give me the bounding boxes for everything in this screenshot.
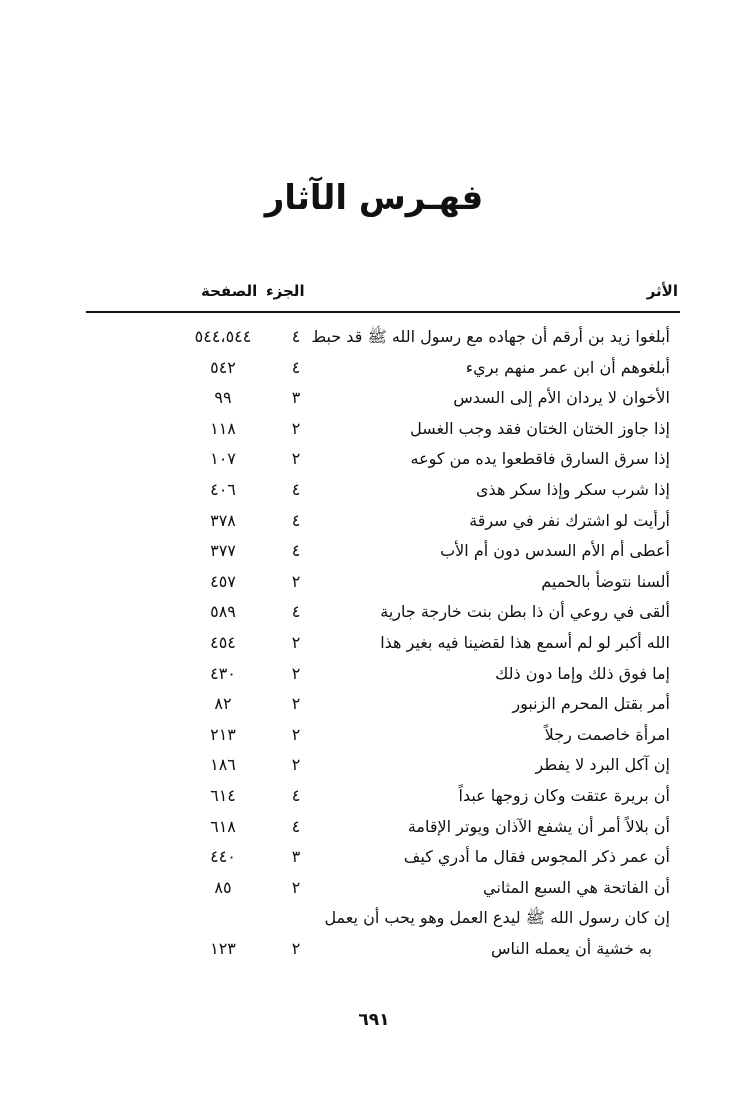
index-row <box>0 536 748 567</box>
page-title: فهـرس الآثار <box>264 178 484 218</box>
athar-text: أمر بقتل المحرم الزنبور <box>512 694 670 714</box>
athar-text: أن بلالاً أمر أن يشفع الآذان ويوتر الإقامة <box>407 816 670 836</box>
index-row <box>0 812 748 843</box>
athar-text: إذا شرب سكر وإذا سكر هذى <box>476 479 670 499</box>
athar-text: به خشية أن يعمله الناس <box>491 938 652 958</box>
juz-number: ٤ <box>291 510 301 530</box>
index-row <box>0 903 748 934</box>
page-reference: ١٨٦ <box>210 755 236 775</box>
athar-text: أعطى أم الأم السدس دون أم الأب <box>440 541 670 561</box>
index-row <box>0 628 748 659</box>
athar-text: أبلغوهم أن ابن عمر منهم بريء <box>465 357 670 377</box>
index-row <box>0 414 748 445</box>
juz-number: ٤ <box>291 785 301 805</box>
index-row <box>0 689 748 720</box>
index-row <box>0 781 748 812</box>
page-reference: ٨٢ <box>214 694 232 714</box>
index-row <box>0 322 748 353</box>
juz-number: ٤ <box>291 816 301 836</box>
athar-text: إذا سرق السارق فاقطعوا يده من كوعه <box>410 449 670 469</box>
header-divider <box>86 311 680 313</box>
index-list <box>0 322 748 964</box>
page-reference: ٥٤٤،٥٤٤ <box>194 327 252 346</box>
page-reference: ٥٨٩ <box>210 602 236 622</box>
athar-text: أبلغوا زيد بن أرقم أن جهاده مع رسول الله ﷺ قد حبط <box>311 327 670 346</box>
juz-number: ٢ <box>291 449 301 469</box>
juz-number: ٤ <box>291 602 301 622</box>
page-reference: ٤٥٧ <box>210 571 236 591</box>
page-reference: ١٠٧ <box>210 449 236 469</box>
page-reference: ٩٩ <box>214 388 232 408</box>
index-row <box>0 475 748 506</box>
index-row <box>0 659 748 690</box>
juz-number: ٢ <box>291 877 301 897</box>
juz-number: ٢ <box>291 938 301 958</box>
athar-text: ألقى في روعي أن ذا بطن بنت خارجة جارية <box>380 602 670 622</box>
index-row <box>0 720 748 751</box>
page-reference: ٣٧٧ <box>210 541 236 561</box>
index-row <box>0 444 748 475</box>
juz-number: ٢ <box>291 694 301 714</box>
athar-text: أن بريرة عتقت وكان زوجها عبداً <box>458 785 670 805</box>
index-row <box>0 383 748 414</box>
juz-number: ٣ <box>291 388 301 408</box>
athar-text: الأخوان لا يردان الأم إلى السدس <box>453 388 670 408</box>
athar-text: إذا جاوز الختان الختان فقد وجب الغسل <box>410 418 670 438</box>
page-reference: ٦١٨ <box>210 816 236 836</box>
index-row <box>0 597 748 628</box>
juz-number: ٢ <box>291 571 301 591</box>
athar-text: إما فوق ذلك وإما دون ذلك <box>495 663 670 683</box>
juz-number: ٢ <box>291 755 301 775</box>
index-row <box>0 934 748 965</box>
juz-number: ٢ <box>291 632 301 652</box>
index-row <box>0 353 748 384</box>
page-reference: ٨٥ <box>214 877 232 897</box>
athar-text: ألسنا نتوضأ بالحميم <box>541 571 670 591</box>
header-juz: الجزء <box>266 282 305 300</box>
athar-text: أن عمر ذكر المجوس فقال ما أدري كيف <box>403 847 670 867</box>
page-reference: ٤٤٠ <box>210 847 236 867</box>
athar-text: إن آكل البرد لا يفطر <box>535 755 670 775</box>
page-reference: ٢١٣ <box>210 724 236 744</box>
juz-number: ٣ <box>291 847 301 867</box>
athar-text: الله أكبر لو لم أسمع هذا لقضينا فيه بغير هذا <box>380 632 670 652</box>
page-reference: ٣٧٨ <box>210 510 236 530</box>
index-row <box>0 842 748 873</box>
page-reference: ٦١٤ <box>210 785 236 805</box>
page-reference: ٥٤٢ <box>210 357 236 377</box>
juz-number: ٤ <box>291 541 301 561</box>
juz-number: ٢ <box>291 418 301 438</box>
juz-number: ٤ <box>291 479 301 499</box>
juz-number: ٢ <box>291 724 301 744</box>
page-reference: ٤٠٦ <box>210 479 236 499</box>
page-reference: ١٢٣ <box>210 938 236 958</box>
athar-text: أرأيت لو اشترك نفر في سرقة <box>469 510 670 530</box>
athar-text: أن الفاتحة هي السبع المثاني <box>483 877 670 897</box>
juz-number: ٢ <box>291 663 301 683</box>
page-reference: ٤٣٠ <box>210 663 236 683</box>
juz-number: ٤ <box>291 327 301 346</box>
index-row <box>0 567 748 598</box>
header-athar: الأثر <box>646 282 678 300</box>
page-reference: ١١٨ <box>210 418 236 438</box>
athar-text: امرأة خاصمت رجلاً <box>544 724 670 744</box>
header-page: الصفحة <box>201 282 258 300</box>
juz-number: ٤ <box>291 357 301 377</box>
index-row <box>0 750 748 781</box>
page-number: ٦٩١ <box>358 1010 390 1030</box>
page-reference: ٤٥٤ <box>210 632 236 652</box>
column-headers <box>0 282 748 308</box>
index-row <box>0 873 748 904</box>
athar-text: إن كان رسول الله ﷺ ليدع العمل وهو يحب أن يعمل <box>324 908 670 928</box>
index-row <box>0 506 748 537</box>
